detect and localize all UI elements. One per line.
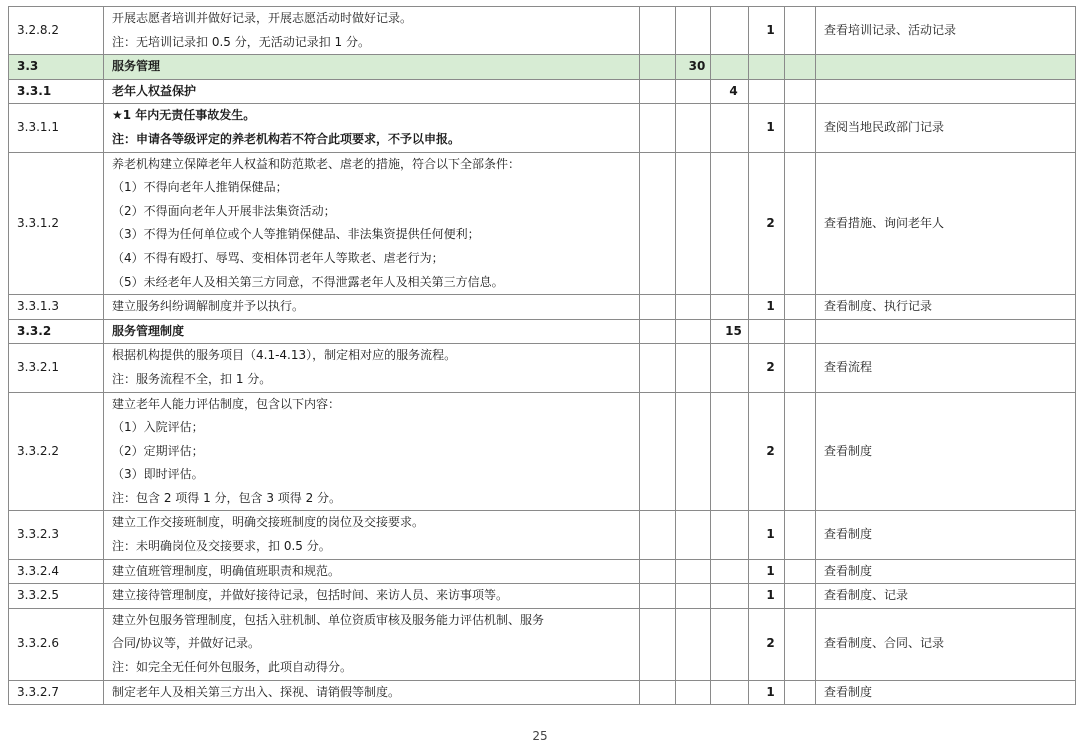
assessment-method: 查看制度 — [816, 559, 1076, 584]
item-content — [104, 79, 640, 104]
category-score — [676, 584, 711, 609]
content-line: 建立值班管理制度，明确值班职责和规范。 — [112, 563, 341, 578]
item-content — [104, 55, 640, 80]
empty-cell — [785, 392, 816, 511]
content-line: 服务管理制度 — [112, 323, 185, 338]
subcategory-score — [711, 392, 749, 511]
item-score: 1 — [749, 7, 785, 55]
empty-cell — [640, 344, 676, 392]
empty-cell — [785, 295, 816, 320]
content-line: 制定老年人及相关第三方出入、探视、请销假等制度。 — [112, 684, 401, 699]
item-content — [104, 7, 640, 55]
content-line: （1）不得向老年人推销保健品； — [112, 180, 288, 195]
item-code: 3.3.1.2 — [9, 152, 104, 295]
content-line: 注：申请各等级评定的养老机构若不符合此项要求，不予以申报。 — [112, 131, 461, 146]
empty-cell — [785, 55, 816, 80]
subcategory-score — [711, 344, 749, 392]
content-line: 养老机构建立保障老年人权益和防范欺老、虐老的措施，符合以下全部条件： — [112, 156, 521, 171]
assessment-method: 查看制度 — [816, 511, 1076, 559]
item-code: 3.3.1.3 — [9, 295, 104, 320]
content-line: （1）入院评估； — [112, 420, 204, 435]
item-score: 1 — [749, 680, 785, 705]
assessment-method: 查看制度 — [816, 680, 1076, 705]
category-score — [676, 295, 711, 320]
content-line: （3）即时评估。 — [112, 467, 204, 482]
item-score: 2 — [749, 344, 785, 392]
subcategory-score — [711, 584, 749, 609]
subcategory-score — [711, 152, 749, 295]
item-score: 2 — [749, 152, 785, 295]
content-line: 建立外包服务管理制度，包括入驻机制、单位资质审核及服务能力评估机制、服务 — [112, 612, 545, 627]
empty-cell — [640, 79, 676, 104]
empty-cell — [785, 680, 816, 705]
content-line: 注：如完全无任何外包服务，此项自动得分。 — [112, 660, 353, 675]
content-line: 注：服务流程不全，扣 1 分。 — [112, 371, 272, 386]
empty-cell — [785, 344, 816, 392]
content-line: （2）不得面向老年人开展非法集资活动； — [112, 203, 336, 218]
category-score — [676, 392, 711, 511]
item-content — [104, 392, 640, 511]
assessment-method: 查看制度、合同、记录 — [816, 608, 1076, 680]
assessment-method: 查看制度 — [816, 392, 1076, 511]
empty-cell — [640, 559, 676, 584]
content-line: （4）不得有殴打、辱骂、变相体罚老年人等欺老、虐老行为； — [112, 250, 444, 265]
content-line: （3）不得为任何单位或个人等推销保健品、非法集资提供任何便利； — [112, 227, 480, 242]
table-row — [9, 7, 1076, 55]
subcategory-score — [711, 104, 749, 152]
category-score — [676, 319, 711, 344]
subcategory-score — [711, 559, 749, 584]
category-score: 30 — [676, 55, 711, 80]
item-code: 3.3.2.3 — [9, 511, 104, 559]
assessment-method — [816, 79, 1076, 104]
item-score — [749, 319, 785, 344]
category-score — [676, 79, 711, 104]
assessment-method — [816, 319, 1076, 344]
item-code: 3.2.8.2 — [9, 7, 104, 55]
assessment-method — [816, 55, 1076, 80]
empty-cell — [785, 584, 816, 609]
table-row — [9, 392, 1076, 511]
empty-cell — [785, 559, 816, 584]
table-row — [9, 55, 1076, 80]
table-row — [9, 559, 1076, 584]
item-content — [104, 104, 640, 152]
item-score: 1 — [749, 104, 785, 152]
table-row — [9, 79, 1076, 104]
item-score — [749, 79, 785, 104]
assessment-method: 查阅当地民政部门记录 — [816, 104, 1076, 152]
item-code: 3.3.2.4 — [9, 559, 104, 584]
item-content — [104, 559, 640, 584]
content-line: 建立老年人能力评估制度，包含以下内容： — [112, 396, 341, 411]
empty-cell — [640, 392, 676, 511]
item-score: 2 — [749, 608, 785, 680]
item-score: 1 — [749, 584, 785, 609]
content-line: 注：包含 2 项得 1 分，包含 3 项得 2 分。 — [112, 490, 342, 505]
empty-cell — [640, 680, 676, 705]
table-row — [9, 584, 1076, 609]
item-content — [104, 680, 640, 705]
content-line: 注：无培训记录扣 0.5 分，无活动记录扣 1 分。 — [112, 34, 370, 49]
category-score — [676, 608, 711, 680]
content-line: 建立接待管理制度，并做好接待记录，包括时间、来访人员、来访事项等。 — [112, 588, 509, 603]
content-line: 建立服务纠纷调解制度并予以执行。 — [112, 299, 305, 314]
category-score — [676, 104, 711, 152]
item-code: 3.3.2.2 — [9, 392, 104, 511]
item-content — [104, 584, 640, 609]
content-line: 合同/协议等，并做好记录。 — [112, 636, 261, 651]
assessment-method: 查看制度、执行记录 — [816, 295, 1076, 320]
content-line: 建立工作交接班制度，明确交接班制度的岗位及交接要求。 — [112, 515, 425, 530]
item-score: 1 — [749, 559, 785, 584]
table-row — [9, 511, 1076, 559]
category-score — [676, 559, 711, 584]
empty-cell — [785, 319, 816, 344]
category-score — [676, 344, 711, 392]
empty-cell — [640, 104, 676, 152]
empty-cell — [640, 584, 676, 609]
item-content — [104, 344, 640, 392]
table-row — [9, 295, 1076, 320]
content-line: 注：未明确岗位及交接要求，扣 0.5 分。 — [112, 539, 331, 554]
empty-cell — [640, 511, 676, 559]
empty-cell — [640, 7, 676, 55]
subcategory-score — [711, 55, 749, 80]
table-body — [9, 7, 1076, 705]
item-code: 3.3.2.6 — [9, 608, 104, 680]
item-code: 3.3.2.1 — [9, 344, 104, 392]
empty-cell — [785, 608, 816, 680]
category-score — [676, 680, 711, 705]
table-row — [9, 608, 1076, 680]
scoring-table — [8, 6, 1076, 705]
content-line: （2）定期评估； — [112, 443, 204, 458]
subcategory-score — [711, 295, 749, 320]
item-score: 1 — [749, 511, 785, 559]
empty-cell — [640, 608, 676, 680]
item-code: 3.3 — [9, 55, 104, 80]
table-row — [9, 680, 1076, 705]
empty-cell — [785, 79, 816, 104]
assessment-method: 查看培训记录、活动记录 — [816, 7, 1076, 55]
content-line: 根据机构提供的服务项目（4.1-4.13），制定相对应的服务流程。 — [112, 348, 457, 363]
category-score — [676, 152, 711, 295]
content-line: 服务管理 — [112, 59, 161, 74]
table-row — [9, 344, 1076, 392]
empty-cell — [640, 152, 676, 295]
item-content — [104, 152, 640, 295]
table-row — [9, 104, 1076, 152]
subcategory-score — [711, 680, 749, 705]
category-score — [676, 7, 711, 55]
subcategory-score — [711, 511, 749, 559]
empty-cell — [785, 104, 816, 152]
content-line: （5）未经老年人及相关第三方同意，不得泄露老年人及相关第三方信息。 — [112, 274, 504, 289]
item-code: 3.3.1 — [9, 79, 104, 104]
item-code: 3.3.2.7 — [9, 680, 104, 705]
item-score — [749, 55, 785, 80]
empty-cell — [640, 55, 676, 80]
item-content — [104, 511, 640, 559]
subcategory-score — [711, 608, 749, 680]
empty-cell — [640, 319, 676, 344]
table-row — [9, 319, 1076, 344]
item-content — [104, 319, 640, 344]
item-code: 3.3.1.1 — [9, 104, 104, 152]
assessment-method: 查看流程 — [816, 344, 1076, 392]
subcategory-score: 4 — [711, 79, 749, 104]
empty-cell — [785, 7, 816, 55]
content-line: 开展志愿者培训并做好记录，开展志愿活动时做好记录。 — [112, 11, 413, 25]
content-line: 老年人权益保护 — [112, 83, 197, 98]
assessment-method: 查看措施、询问老年人 — [816, 152, 1076, 295]
item-content — [104, 608, 640, 680]
empty-cell — [785, 152, 816, 295]
item-score: 1 — [749, 295, 785, 320]
subcategory-score — [711, 7, 749, 55]
assessment-method: 查看制度、记录 — [816, 584, 1076, 609]
item-code: 3.3.2.5 — [9, 584, 104, 609]
item-score: 2 — [749, 392, 785, 511]
page-number: 25 — [532, 729, 548, 743]
category-score — [676, 511, 711, 559]
table-row — [9, 152, 1076, 295]
item-content — [104, 295, 640, 320]
content-line: ★1 年内无责任事故发生。 — [112, 108, 256, 123]
item-code: 3.3.2 — [9, 319, 104, 344]
empty-cell — [785, 511, 816, 559]
empty-cell — [640, 295, 676, 320]
subcategory-score: 15 — [711, 319, 749, 344]
